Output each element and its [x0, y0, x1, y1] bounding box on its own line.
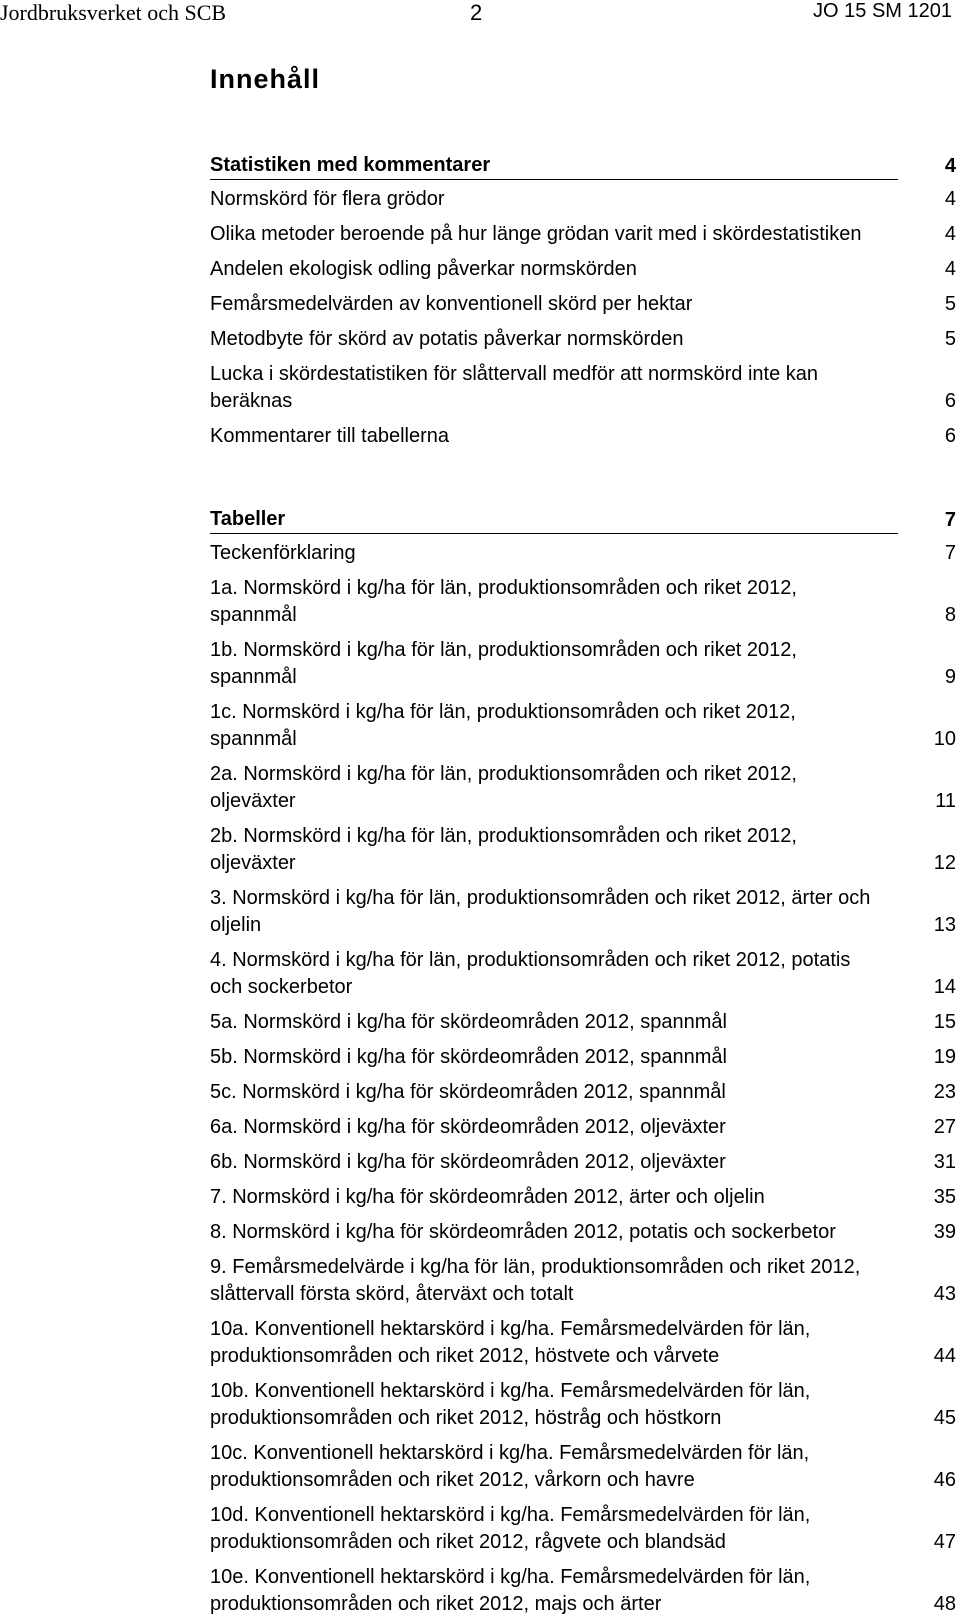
toc-entry[interactable]: [210, 1378, 956, 1432]
toc-entry[interactable]: [210, 637, 956, 691]
toc-entry-page: 15: [933, 1011, 956, 1033]
toc-entry-page: 39: [933, 1221, 956, 1243]
toc-entry-title: 4. Normskörd i kg/ha för län, produktionsområden och riket 2012, potatis och sockerbetor: [210, 949, 851, 998]
toc-entry[interactable]: [210, 1254, 956, 1308]
toc-entry-title: Teckenförklaring: [210, 542, 356, 564]
toc-entry[interactable]: [210, 823, 956, 877]
toc-entry-title: Andelen ekologisk odling påverkar normskörden: [210, 258, 637, 280]
toc-entry-title: Lucka i skördestatistiken för slåttervall medför att normskörd inte kan beräknas: [210, 363, 819, 412]
section-heading-text: Statistiken med kommentarer: [210, 154, 898, 180]
toc-entry-title: 6a. Normskörd i kg/ha för skördeområden 2012, oljeväxter: [210, 1116, 726, 1138]
toc-entry-title: Metodbyte för skörd av potatis påverkar normskörden: [210, 328, 684, 350]
toc-entry-page: 4: [944, 258, 956, 280]
toc-entry-title: 10c. Konventionell hektarskörd i kg/ha. Femårsmedelvärden för län, produktionsområden och riket 2012, vårkorn och havre: [210, 1442, 810, 1491]
toc-entry-page: 47: [933, 1531, 956, 1553]
toc-entry-page: 35: [933, 1186, 956, 1208]
toc-entry-page: 7: [944, 542, 956, 564]
toc-entry-title: 9. Femårsmedelvärde i kg/ha för län, produktionsområden och riket 2012, slåttervall första skörd, återväxt och totalt: [210, 1256, 861, 1305]
toc-entry-title: 10d. Konventionell hektarskörd i kg/ha. Femårsmedelvärden för län, produktionsområden och riket 2012, rågvete och blandsäd: [210, 1504, 811, 1553]
toc-entry-page: 4: [944, 223, 956, 245]
page-header: [0, 0, 960, 28]
toc-entry-page: 23: [933, 1081, 956, 1103]
toc-entry-page: 46: [933, 1469, 956, 1491]
section-heading[interactable]: [210, 146, 956, 180]
toc-entry-page: 8: [944, 604, 956, 626]
toc-entry[interactable]: [210, 1564, 956, 1618]
toc-entry-page: 45: [933, 1407, 956, 1429]
toc-entry-page: 11: [935, 790, 956, 812]
section-heading-page: 4: [944, 155, 956, 177]
toc-entry[interactable]: [210, 423, 956, 450]
toc-entry-title: 7. Normskörd i kg/ha för skördeområden 2012, ärter och oljelin: [210, 1186, 765, 1208]
toc-entry[interactable]: [210, 699, 956, 753]
toc-entry-page: 13: [933, 914, 956, 936]
toc-entry-title: Kommentarer till tabellerna: [210, 425, 449, 447]
toc-entry-title: 1a. Normskörd i kg/ha för län, produktionsområden och riket 2012, spannmål: [210, 577, 797, 626]
toc-entry-page: 4: [944, 188, 956, 210]
toc-entry-page: 12: [933, 852, 956, 874]
toc-entry[interactable]: [210, 575, 956, 629]
toc-entry-page: 48: [933, 1593, 956, 1615]
toc-entry-title: Olika metoder beroende på hur länge grödan varit med i skördestatistiken: [210, 223, 862, 245]
toc-entry-page: 10: [933, 728, 956, 750]
section-heading[interactable]: [210, 500, 956, 534]
toc-entry[interactable]: [210, 1009, 956, 1036]
toc-entry-title: 10b. Konventionell hektarskörd i kg/ha. Femårsmedelvärden för län, produktionsområden och riket 2012, höstråg och höstkorn: [210, 1380, 811, 1429]
toc-entry-title: 2a. Normskörd i kg/ha för län, produktionsområden och riket 2012, oljeväxter: [210, 763, 797, 812]
toc-entry[interactable]: [210, 540, 956, 567]
toc-entry-page: 6: [944, 390, 956, 412]
toc-entry[interactable]: [210, 221, 956, 248]
toc-entry[interactable]: [210, 885, 956, 939]
toc-entry-title: Femårsmedelvärden av konventionell skörd per hektar: [210, 293, 693, 315]
toc-entry-page: 6: [944, 425, 956, 447]
toc-entry[interactable]: [210, 361, 956, 415]
toc-entry-page: 5: [944, 293, 956, 315]
toc-entry-title: 5b. Normskörd i kg/ha för skördeområden 2012, spannmål: [210, 1046, 727, 1068]
toc-entry-page: 9: [944, 666, 956, 688]
toc-entry[interactable]: [210, 1184, 956, 1211]
toc-entry-page: 14: [933, 976, 956, 998]
toc-entry[interactable]: [210, 1079, 956, 1106]
toc-entry[interactable]: [210, 761, 956, 815]
toc-entry-title: 2b. Normskörd i kg/ha för län, produktionsområden och riket 2012, oljeväxter: [210, 825, 797, 874]
toc-entry-page: 19: [933, 1046, 956, 1068]
section-heading-text: Tabeller: [210, 508, 898, 534]
toc-entry-title: 3. Normskörd i kg/ha för län, produktionsområden och riket 2012, ärter och oljelin: [210, 887, 871, 936]
toc-entry-page: 27: [933, 1116, 956, 1138]
toc-entry-title: 10e. Konventionell hektarskörd i kg/ha. Femårsmedelvärden för län, produktionsområden och riket 2012, majs och ärter: [210, 1566, 811, 1615]
header-page-number: 2: [470, 0, 483, 25]
header-report-code: JO 15 SM 1201: [813, 0, 952, 22]
toc-entry-page: 44: [933, 1345, 956, 1367]
toc-entry-title: Normskörd för flera grödor: [210, 188, 445, 210]
toc-entry[interactable]: [210, 1114, 956, 1141]
toc-entry-page: 31: [933, 1151, 956, 1173]
toc-entry[interactable]: [210, 1502, 956, 1556]
toc-entry[interactable]: [210, 1219, 956, 1246]
toc-entry-title: 1b. Normskörd i kg/ha för län, produktionsområden och riket 2012, spannmål: [210, 639, 797, 688]
toc-entry[interactable]: [210, 1044, 956, 1071]
toc-entry-page: 43: [933, 1283, 956, 1305]
toc-entry-title: 5a. Normskörd i kg/ha för skördeområden 2012, spannmål: [210, 1011, 727, 1033]
toc-entry-page: 5: [944, 328, 956, 350]
toc-entry[interactable]: [210, 1440, 956, 1494]
toc-entry[interactable]: [210, 1316, 956, 1370]
toc-title: Innehåll: [210, 64, 321, 94]
header-publisher: Jordbruksverket och SCB: [0, 0, 227, 25]
toc-section-tables: [210, 500, 956, 1618]
toc-entry-title: 10a. Konventionell hektarskörd i kg/ha. Femårsmedelvärden för län, produktionsområden och riket 2012, höstvete och vårvete: [210, 1318, 811, 1367]
toc-entry[interactable]: [210, 1149, 956, 1176]
toc-entry[interactable]: [210, 256, 956, 283]
toc-entry-title: 6b. Normskörd i kg/ha för skördeområden 2012, oljeväxter: [210, 1151, 726, 1173]
toc-entry[interactable]: [210, 947, 956, 1001]
toc-entry[interactable]: [210, 326, 956, 353]
toc-section-statistics: [210, 146, 956, 450]
toc-entry[interactable]: [210, 186, 956, 213]
toc-entry-title: 8. Normskörd i kg/ha för skördeområden 2012, potatis och sockerbetor: [210, 1221, 836, 1243]
section-heading-page: 7: [944, 509, 956, 531]
toc-entry-title: 1c. Normskörd i kg/ha för län, produktionsområden och riket 2012, spannmål: [210, 701, 796, 750]
toc-entry-title: 5c. Normskörd i kg/ha för skördeområden 2012, spannmål: [210, 1081, 726, 1103]
toc-entry[interactable]: [210, 291, 956, 318]
